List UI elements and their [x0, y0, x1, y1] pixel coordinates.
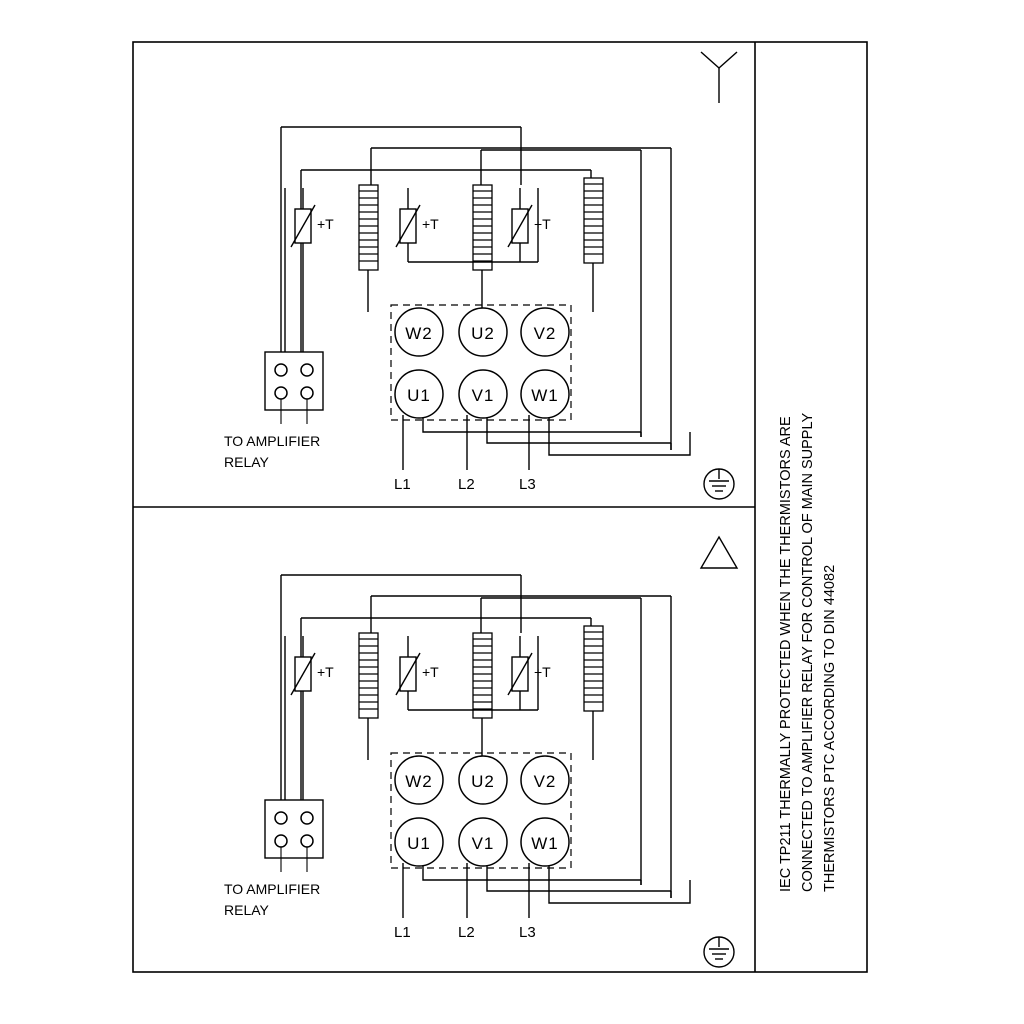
delta-amplifier-label-line2: RELAY	[224, 902, 269, 918]
star-amplifier-connector-block	[265, 352, 323, 424]
delta-amplifier-connector-block	[265, 800, 323, 872]
star-thermistor-1-label: +T	[317, 216, 334, 232]
delta-terminal-U2	[459, 756, 507, 804]
star-terminal-W2-label: W2	[405, 324, 433, 343]
panel-star	[224, 52, 737, 499]
star-terminal-U2	[459, 308, 507, 356]
star-winding-2	[473, 185, 492, 312]
delta-earth-ground-symbol	[704, 937, 734, 967]
side-note-line3: THERMISTORS PTC ACCORDING TO DIN 44082	[822, 564, 838, 892]
delta-connection-symbol	[701, 537, 737, 568]
delta-winding-2	[473, 633, 492, 760]
delta-amplifier-label-line1: TO AMPLIFIER	[224, 881, 321, 897]
star-terminal-W2	[395, 308, 443, 356]
star-y-connection-symbol	[701, 52, 737, 103]
delta-terminal-U1-label: U1	[407, 834, 431, 853]
star-terminal-W1	[521, 370, 569, 418]
star-phase-L2-label: L2	[458, 476, 475, 493]
delta-terminal-W1	[521, 818, 569, 866]
star-phase-leads	[403, 415, 690, 470]
delta-thermistor-2-label: +T	[422, 664, 439, 680]
delta-terminal-V1-label: V1	[471, 834, 495, 853]
star-thermistor-3-label: +T	[534, 216, 551, 232]
delta-terminal-V2-label: V2	[533, 772, 557, 791]
star-thermistor-2-label: +T	[422, 216, 439, 232]
star-phase-L1-label: L1	[394, 476, 411, 493]
star-earth-ground-symbol	[704, 469, 734, 499]
side-note-line1: IEC TP211 THERMALLY PROTECTED WHEN THE THERMISTORS ARE	[778, 416, 794, 892]
delta-terminal-W1-label: W1	[531, 834, 559, 853]
delta-phase-L3-label: L3	[519, 924, 536, 941]
star-terminal-U1-label: U1	[407, 386, 431, 405]
star-terminal-W1-label: W1	[531, 386, 559, 405]
delta-terminal-V1	[459, 818, 507, 866]
star-terminal-U2-label: U2	[471, 324, 495, 343]
delta-thermistor-3-label: +T	[534, 664, 551, 680]
delta-terminal-V2	[521, 756, 569, 804]
star-winding-1	[359, 185, 378, 312]
delta-phase-L1-label: L1	[394, 924, 411, 941]
star-terminal-V2-label: V2	[533, 324, 557, 343]
star-terminal-V1	[459, 370, 507, 418]
delta-terminal-U1	[395, 818, 443, 866]
star-amplifier-label-line2: RELAY	[224, 454, 269, 470]
star-terminal-V1-label: V1	[471, 386, 495, 405]
star-winding-3	[584, 178, 603, 312]
delta-terminal-U2-label: U2	[471, 772, 495, 791]
delta-thermistor-1-label: +T	[317, 664, 334, 680]
delta-winding-1	[359, 633, 378, 760]
delta-winding-3	[584, 626, 603, 760]
side-note-line2: CONNECTED TO AMPLIFIER RELAY FOR CONTROL OF MAIN SUPPLY	[800, 412, 816, 892]
side-note	[778, 413, 838, 892]
delta-terminal-W2	[395, 756, 443, 804]
star-phase-L3-label: L3	[519, 476, 536, 493]
delta-phase-leads	[403, 863, 690, 918]
star-amplifier-label-line1: TO AMPLIFIER	[224, 433, 321, 449]
panel-delta	[224, 537, 737, 967]
star-terminal-V2	[521, 308, 569, 356]
delta-terminal-W2-label: W2	[405, 772, 433, 791]
star-terminal-U1	[395, 370, 443, 418]
delta-phase-L2-label: L2	[458, 924, 475, 941]
